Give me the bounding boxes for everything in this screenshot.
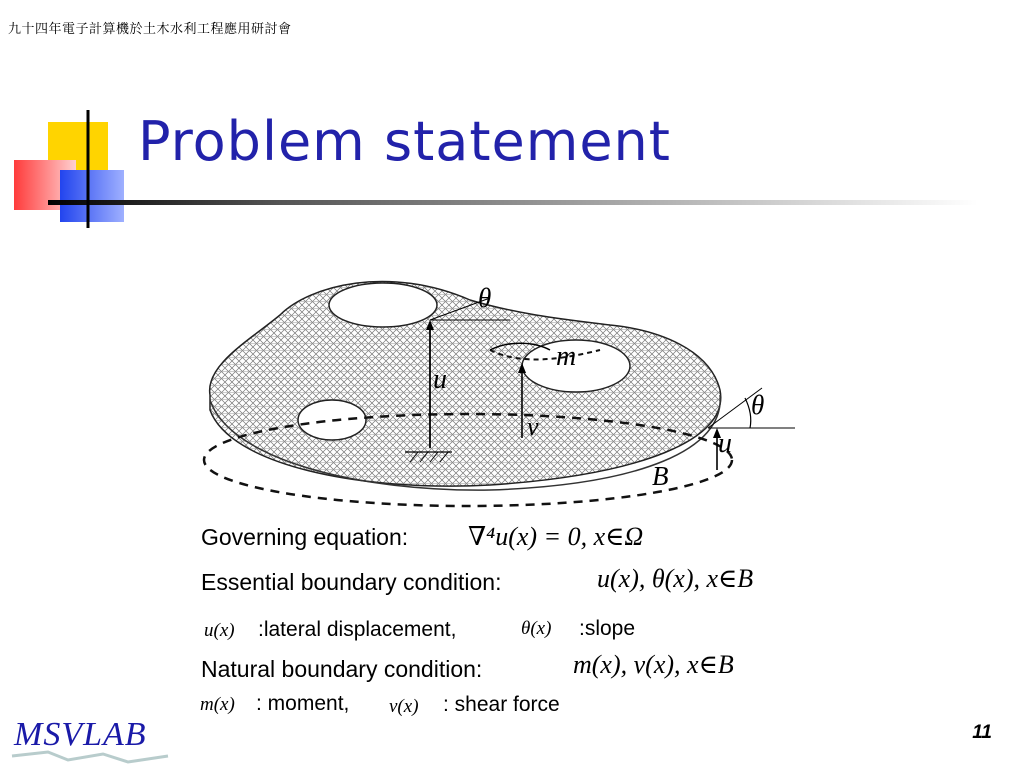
label-theta-edge: θ: [751, 390, 765, 420]
hole-top: [329, 283, 437, 327]
conference-header: 九十四年電子計算機於土木水利工程應用研討會: [8, 22, 292, 37]
governing-equation: ∇⁴u(x) = 0, x∈Ω: [468, 522, 644, 551]
page-number: 11: [972, 722, 992, 743]
deformed-plate-surface: [210, 281, 721, 486]
title-underline: [48, 200, 978, 205]
v-description: : shear force: [443, 693, 560, 716]
hole-left: [298, 400, 366, 440]
governing-equation-label: Governing equation:: [201, 524, 409, 550]
natural-bc-equation: m(x), v(x), x∈B: [573, 650, 734, 679]
label-u-center: u: [433, 364, 447, 395]
logo-reflection: [8, 748, 178, 766]
label-v: v: [527, 412, 539, 441]
label-theta-top: θ: [478, 283, 492, 313]
label-B: B: [652, 461, 669, 491]
natural-bc-label: Natural boundary condition:: [201, 656, 483, 682]
v-symbol: v(x): [389, 696, 419, 717]
u-description: :lateral displacement,: [258, 618, 457, 641]
theta-symbol: θ(x): [521, 618, 552, 639]
deco-blue-square: [60, 170, 124, 222]
u-symbol: u(x): [204, 620, 235, 641]
msvlab-logo: MSVLAB: [14, 716, 147, 753]
m-description: : moment,: [256, 692, 350, 715]
label-m: m: [556, 341, 577, 372]
slide-title: Problem statement: [138, 110, 671, 173]
essential-bc-label: Essential boundary condition:: [201, 569, 502, 595]
theta-description: :slope: [579, 617, 636, 640]
m-symbol: m(x): [200, 694, 235, 715]
essential-bc-equation: u(x), θ(x), x∈B: [597, 564, 754, 593]
label-u-edge: u: [718, 428, 732, 459]
plate-figure: [190, 270, 810, 510]
